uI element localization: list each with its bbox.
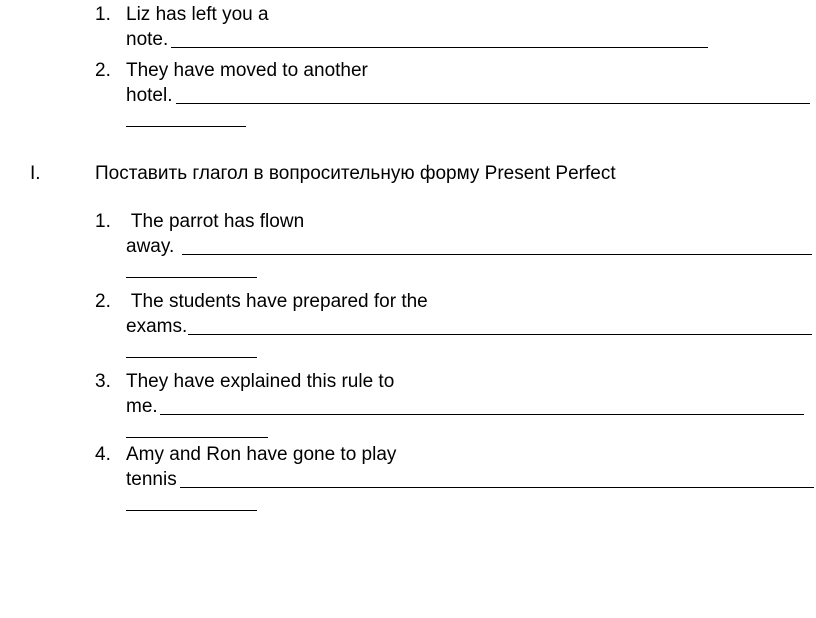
sentence-text: They have moved to another (126, 60, 368, 81)
list-number: 2. (95, 291, 111, 312)
list-number: 1. (95, 211, 111, 232)
answer-blank-continuation (126, 277, 257, 278)
list-number: 4. (95, 444, 111, 465)
sentence-text-end: tennis (126, 469, 177, 490)
sentence-text-end: away. (126, 236, 175, 257)
answer-blank (176, 103, 810, 104)
sentence-text: Liz has left you a (126, 4, 269, 25)
list-number: 2. (95, 60, 111, 81)
answer-blank-continuation (126, 437, 268, 438)
section-heading: Поставить глагол в вопросительную форму Present Perfect (95, 163, 616, 184)
answer-blank-continuation (126, 510, 257, 511)
answer-blank (188, 334, 812, 335)
sentence-text-end: note. (126, 29, 169, 50)
answer-blank-continuation (126, 357, 257, 358)
answer-blank (171, 47, 708, 48)
sentence-text-end: me. (126, 396, 158, 417)
sentence-text: Amy and Ron have gone to play (126, 444, 397, 465)
section-numeral: I. (30, 163, 41, 184)
answer-blank (182, 254, 812, 255)
answer-blank-continuation (126, 126, 246, 127)
answer-blank (180, 487, 814, 488)
sentence-text-end: hotel. (126, 85, 173, 106)
sentence-text: They have explained this rule to (126, 371, 395, 392)
sentence-text: The students have prepared for the (126, 291, 428, 312)
sentence-text: The parrot has flown (126, 211, 305, 232)
list-number: 1. (95, 4, 111, 25)
sentence-text-end: exams. (126, 316, 188, 337)
answer-blank (160, 414, 804, 415)
list-number: 3. (95, 371, 111, 392)
